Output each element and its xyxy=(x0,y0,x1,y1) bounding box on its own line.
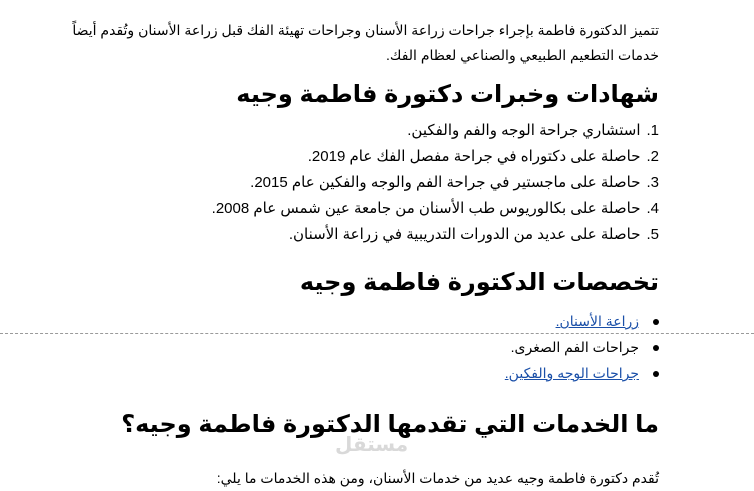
specialties-heading: تخصصات الدكتورة فاطمة وجيه xyxy=(299,269,659,296)
bullet-icon xyxy=(653,371,659,377)
list-item: 2.حاصلة على دكتوراه في جراحة مفصل الفك عام 2019. xyxy=(307,148,659,165)
specialty-text: جراحات الفم الصغرى. xyxy=(510,339,639,355)
specialty-link-maxillofacial[interactable]: جراحات الوجه والفكين. xyxy=(504,365,639,381)
certs-list xyxy=(212,119,659,249)
specialties-list xyxy=(505,310,659,388)
list-item: 3.حاصلة على ماجستير في جراحة الفم والوجه والفكين عام 2015. xyxy=(250,174,659,191)
services-heading: ما الخدمات التي تقدمها الدكتورة فاطمة وجيه؟ xyxy=(121,411,659,438)
certs-heading: شهادات وخبرات دكتورة فاطمة وجيه xyxy=(236,81,659,108)
list-item xyxy=(505,362,659,388)
watermark-logo: مستقل xyxy=(335,434,409,456)
list-item: 5.حاصلة على عديد من الدورات التدريبية في زراعة الأسنان. xyxy=(288,226,659,243)
services-intro-paragraph: تُقدم دكتورة فاطمة وجيه عديد من خدمات الأسنان، ومن هذه الخدمات ما يلي: xyxy=(216,470,659,486)
bullet-icon xyxy=(653,319,659,325)
specialty-link-implants[interactable]: زراعة الأسنان. xyxy=(555,313,639,329)
list-item xyxy=(505,336,659,362)
bullet-icon xyxy=(653,345,659,351)
intro-paragraph: تتميز الدكتورة فاطمة بإجراء جراحات زراعة الأسنان وجراحات تهيئة الفك قبل زراعة الأسنان وتُقدم أيضاً خدمات التطعيم الطبيعي والصناعي لعظام الفك. xyxy=(72,22,659,63)
list-item: 4.حاصلة على بكالوريوس طب الأسنان من جامعة عين شمس عام 2008. xyxy=(211,200,659,217)
list-item: 1.استشاري جراحة الوجه والفم والفكين. xyxy=(407,122,659,139)
list-item xyxy=(505,310,659,336)
